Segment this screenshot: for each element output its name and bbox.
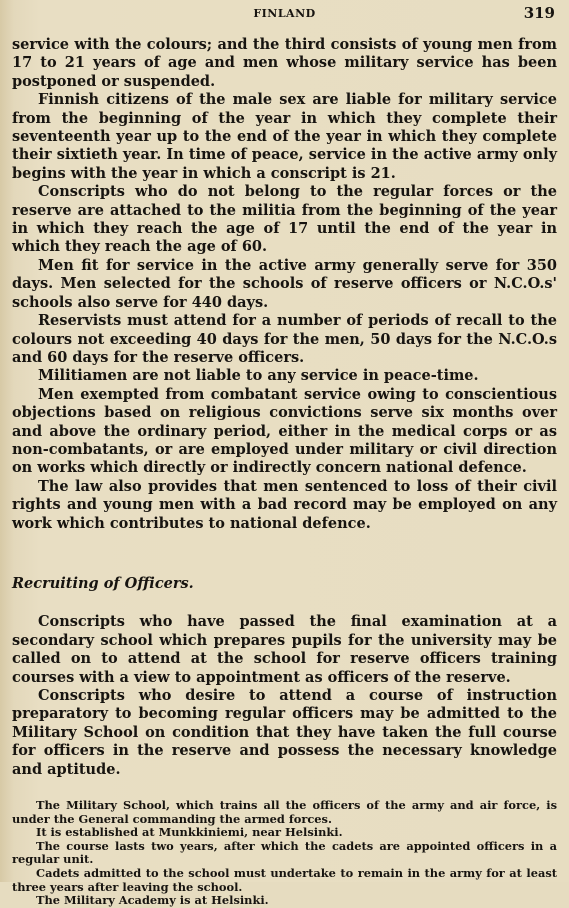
body-paragraph: Conscripts who do not belong to the regular forces or the reserve are attached to the militia from the beginning of the year in which they reach the age of 17 until the end of the year in which they reach the age of 60. [12,183,557,256]
footnotes [12,799,557,908]
body-paragraph: Finnish citizens of the male sex are liable for military service from the beginning of the year in which they complete their seventeenth year up to the end of the year in which they complete their sixtieth year. In time of peace, service in the active army only begins with the year in which a conscript is 21. [12,91,557,182]
body-paragraph: Militiamen are not liable to any service in peace-time. [38,367,479,385]
running-head-title: FINLAND [253,7,316,20]
body-paragraph: Reservists must attend for a number of periods of recall to the colours not exceeding 40 days for the men, 50 days for the N.C.O.s and 60 days for the reserve officers. [12,312,557,366]
running-head [12,4,557,24]
section-paragraph: Conscripts who have passed the final examination at a secondary school which prepares pupils for the university may be called on to attend at the school for reserve officers training courses with a view to appointment as officers of the reserve. [12,613,557,686]
footnote: The course lasts two years, after which the cadets are appointed officers in a regular unit. [12,838,557,867]
page-body [12,36,557,908]
section-paragraph: Conscripts who desire to attend a course of instruction preparatory to becoming regular officers may be admitted to the Military School on condition that they have taken the full course for officers in the reserve and possess the necessary knowledge and aptitude. [12,687,557,778]
page-number: 319 [523,4,555,22]
footnote: The Military Academy is at Helsinki. [36,893,269,908]
body-paragraph: The law also provides that men sentenced to loss of their civil rights and young men with a bad record may be employed on any work which contributes to national defence. [12,477,557,532]
section-heading: Recruiting of Officers. [12,574,194,592]
footnote: It is established at Munkkiniemi, near Helsinki. [36,825,343,840]
body-paragraph: Men fit for service in the active army generally serve for 350 days. Men selected for the schools of reserve officers or N.C.O.s' schools also serve for 440 days. [12,256,557,311]
body-paragraph: service with the colours; and the third consists of young men from 17 to 21 years of age and men whose military service has been postponed or suspended. [12,36,557,90]
footnote: Cadets admitted to the school must undertake to remain in the army for at least three years after leaving the school. [12,866,557,894]
footnote: The Military School, which trains all the officers of the army and air force, is under the General commanding the armed forces. [12,798,557,826]
body-paragraph: Men exempted from combatant service owing to conscientious objections based on religious convictions serve six months over and above the ordinary period, either in the medical corps or as non-combatants, or are employed under military or civil direction on works which directly or indirectly concern national defence. [12,385,557,477]
